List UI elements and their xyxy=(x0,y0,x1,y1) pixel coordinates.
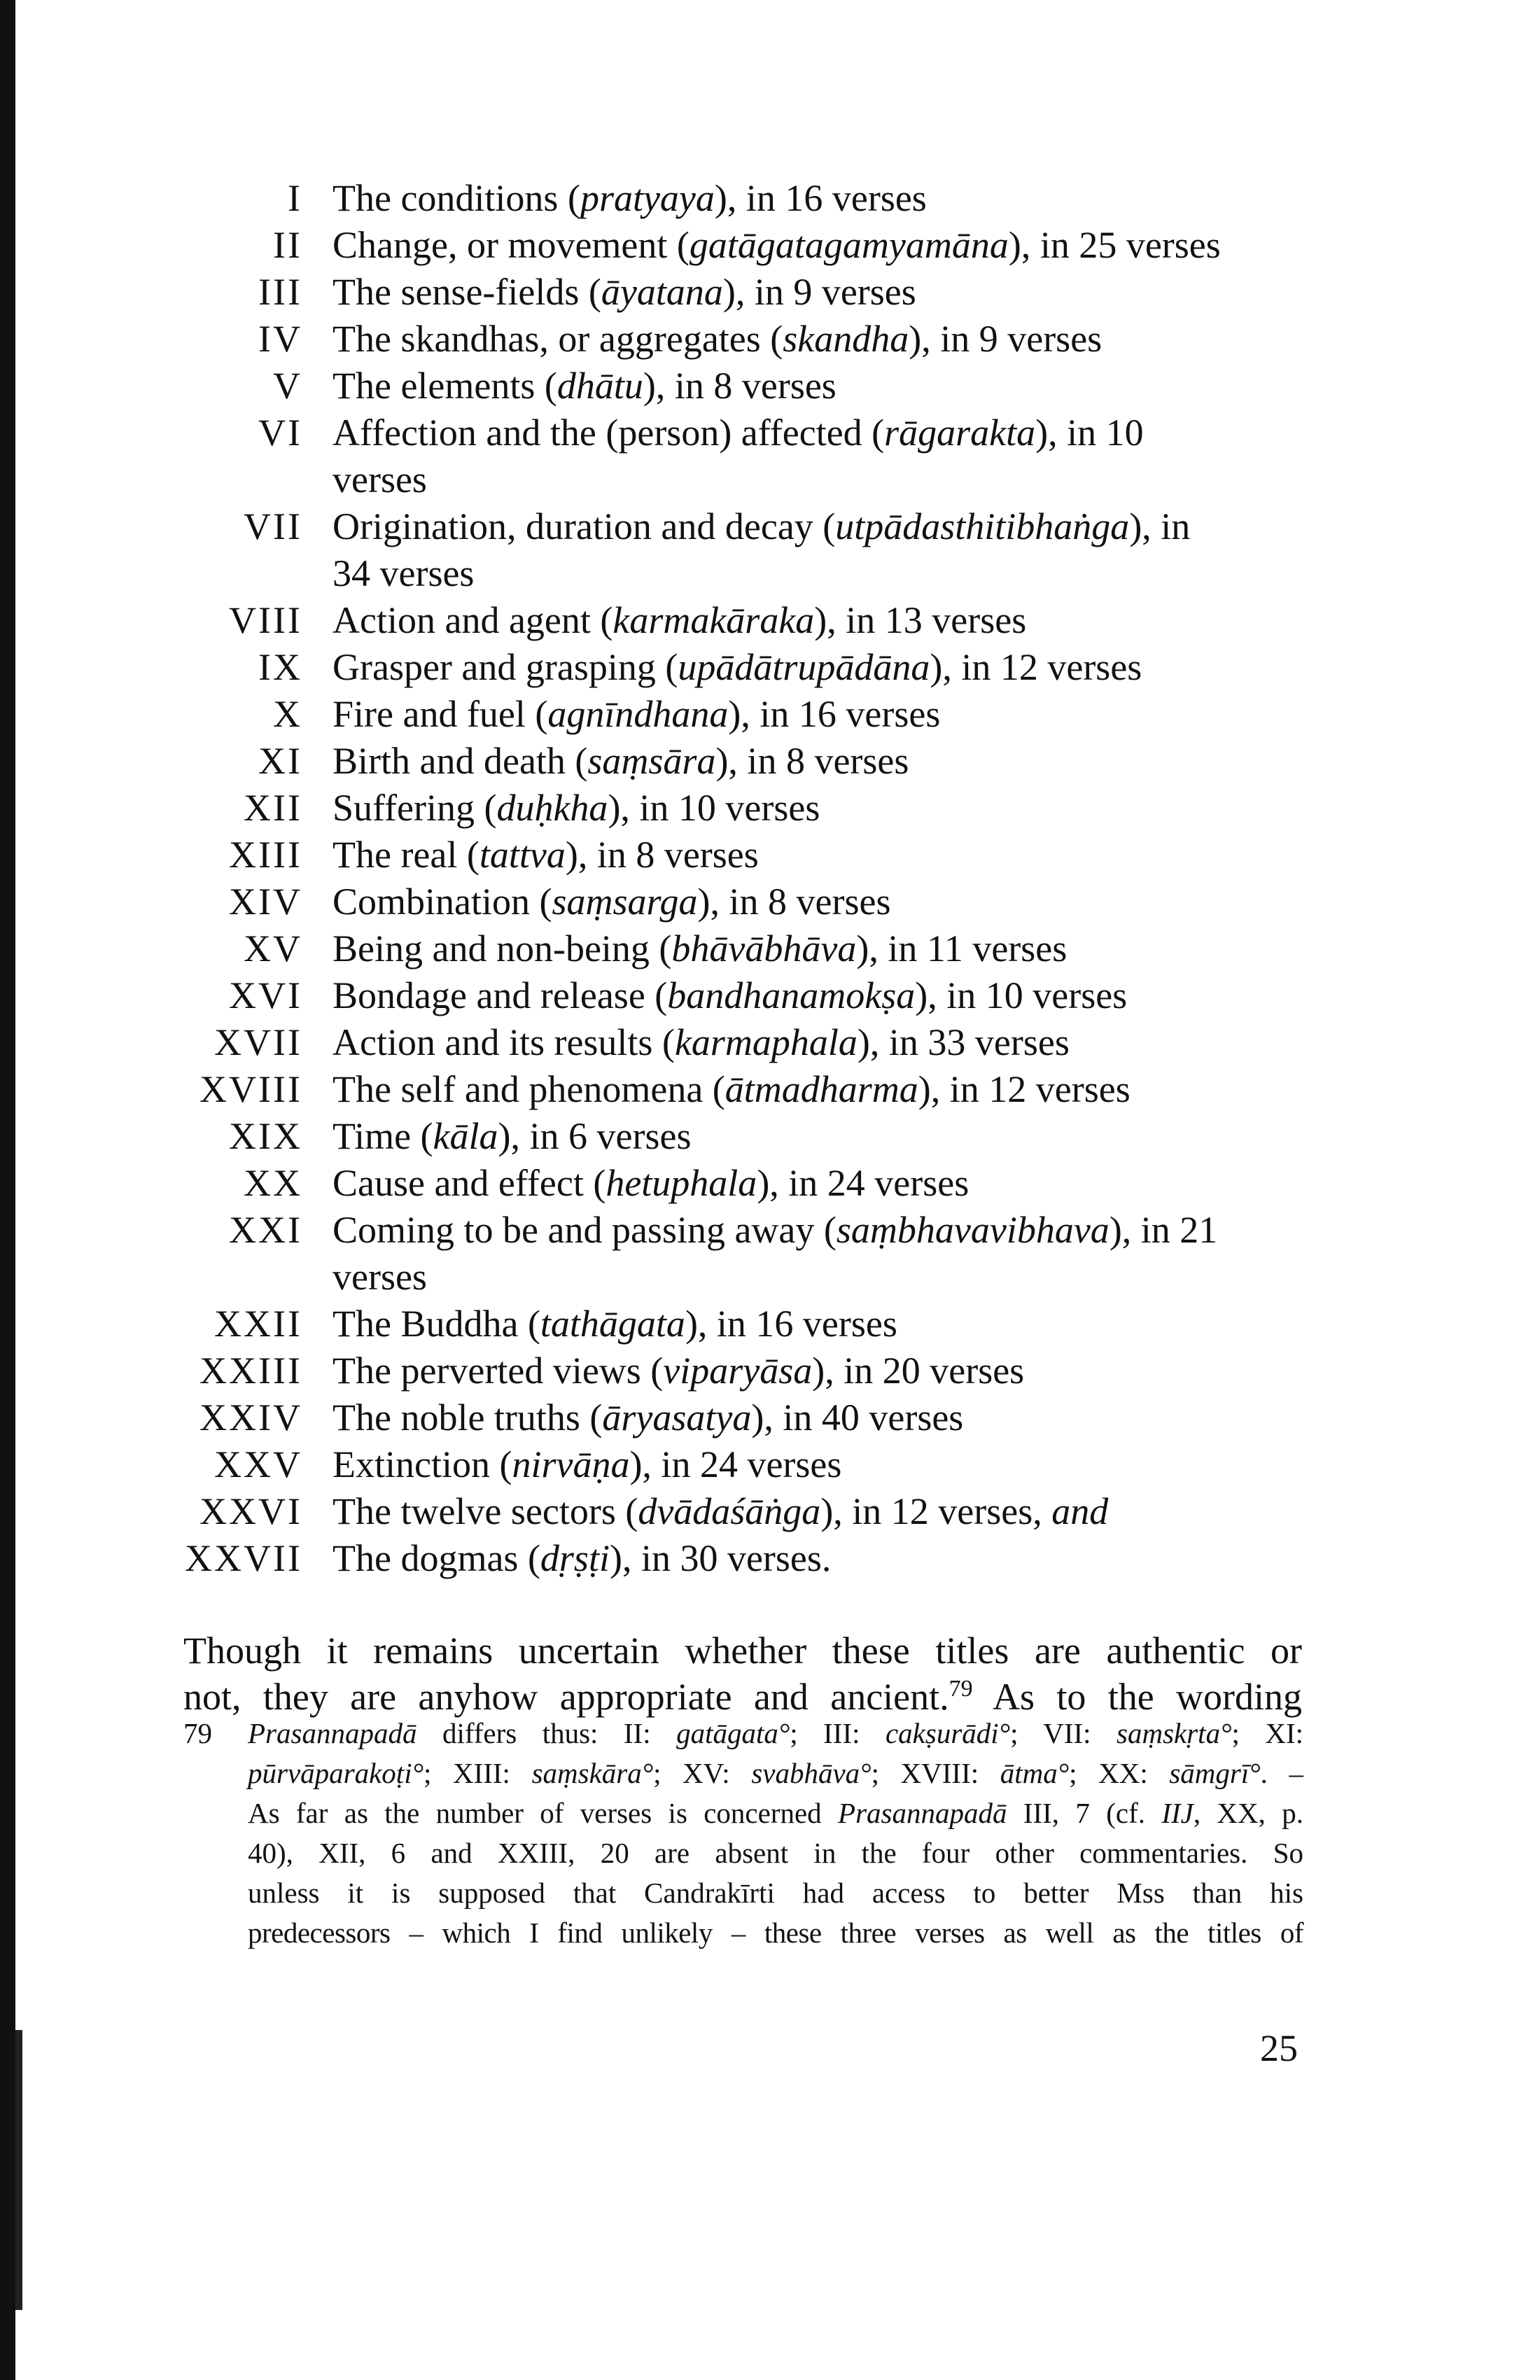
chapter-number: XXII xyxy=(214,1303,302,1345)
chapter-number: XVII xyxy=(214,1021,302,1063)
italic-term: ātma° xyxy=(1000,1757,1070,1789)
chapter-title xyxy=(332,503,1190,550)
italic-term: agnīndhana xyxy=(547,693,729,735)
chapter-title xyxy=(332,832,759,878)
text-segment: The Buddha ( xyxy=(332,1303,540,1345)
text-segment: 34 verses xyxy=(332,552,475,594)
text-segment: Change, or movement ( xyxy=(332,224,690,266)
italic-term: dṛṣṭi xyxy=(540,1537,610,1579)
chapter-number: XVIII xyxy=(200,1068,302,1110)
chapter-number: XIII xyxy=(229,834,302,876)
text-segment: ; XV: xyxy=(653,1757,752,1789)
text-segment: ), in 13 verses xyxy=(814,599,1027,641)
text-segment: 40), XII, 6 and XXIII, 20 are absent in the four other commentaries. So xyxy=(248,1837,1303,1869)
text-segment: ), in 12 verses xyxy=(918,1068,1130,1110)
chapter-title xyxy=(332,1441,841,1488)
chapter-entry xyxy=(0,1113,1540,1160)
text-segment: ), in 10 verses xyxy=(915,974,1128,1016)
italic-term: saṃbhavavibhava xyxy=(836,1209,1110,1251)
italic-term: Prasannapadā xyxy=(838,1797,1007,1829)
page-number: 25 xyxy=(1260,2027,1298,2069)
chapter-title xyxy=(332,1301,897,1348)
text-segment: . – xyxy=(1260,1757,1304,1789)
chapter-title xyxy=(332,1394,963,1441)
italic-term: gatāgata° xyxy=(676,1717,790,1749)
text-segment: Combination ( xyxy=(332,881,552,923)
footnote-text xyxy=(248,1793,1303,1833)
italic-term: kāla xyxy=(433,1115,498,1157)
chapter-title xyxy=(332,972,1127,1019)
footnote-reference: 79 xyxy=(948,1676,973,1702)
footnote-text xyxy=(248,1913,1303,1953)
text-segment: The elements ( xyxy=(332,365,557,407)
chapter-number: XV xyxy=(244,927,302,969)
text-segment: ), in 9 verses xyxy=(722,271,916,313)
italic-term: and xyxy=(1051,1490,1109,1532)
text-segment: ), in 16 verses xyxy=(685,1303,897,1345)
chapter-number: IV xyxy=(258,318,302,360)
chapter-entry xyxy=(0,832,1540,878)
text-segment: ), in 16 verses xyxy=(728,693,941,735)
chapter-entry xyxy=(0,691,1540,738)
text-segment: verses xyxy=(332,1256,427,1298)
text-segment: The self and phenomena ( xyxy=(332,1068,725,1110)
text-segment: The twelve sectors ( xyxy=(332,1490,638,1532)
chapter-number: XXIII xyxy=(200,1350,302,1392)
footnote-line xyxy=(183,1913,1303,1953)
text-segment: ), in 11 verses xyxy=(856,927,1068,969)
text-segment: Origination, duration and decay ( xyxy=(332,505,836,547)
footnote-text xyxy=(248,1754,1303,1793)
chapter-number: VII xyxy=(244,505,302,547)
chapter-entry xyxy=(0,1019,1540,1066)
chapter-entry xyxy=(0,175,1540,222)
chapter-title xyxy=(332,1535,831,1582)
chapter-title xyxy=(332,644,1142,691)
italic-term: pratyaya xyxy=(580,177,715,219)
chapter-entry xyxy=(0,316,1540,363)
chapter-title xyxy=(332,456,427,503)
paragraph-line: Though it remains uncertain whether these titles are authentic or xyxy=(183,1630,1302,1672)
italic-term: Prasannapadā xyxy=(248,1717,417,1749)
text-segment: ; XX: xyxy=(1069,1757,1170,1789)
chapter-title xyxy=(332,1207,1217,1254)
chapter-title xyxy=(332,1348,1024,1394)
text-segment: ), in 33 verses xyxy=(857,1021,1070,1063)
chapter-title xyxy=(332,1254,427,1301)
text-segment: Being and non-being ( xyxy=(332,927,672,969)
chapter-entry xyxy=(0,222,1540,269)
chapter-entry xyxy=(0,1394,1540,1441)
italic-term: bandhanamokṣa xyxy=(667,974,916,1016)
italic-term: IIJ xyxy=(1161,1797,1194,1829)
footnote xyxy=(183,1714,1303,1953)
text-segment: Action and its results ( xyxy=(332,1021,675,1063)
text-segment: The dogmas ( xyxy=(332,1537,540,1579)
italic-term: gatāgatagamyamāna xyxy=(689,224,1009,266)
italic-term: viparyāsa xyxy=(663,1350,813,1392)
chapter-number: XXVII xyxy=(185,1537,302,1579)
text-segment: ), in 8 verses xyxy=(643,365,836,407)
italic-term: tattva xyxy=(479,834,566,876)
chapter-title xyxy=(332,878,890,925)
chapter-number: XXI xyxy=(229,1209,302,1251)
text-segment: ; XIII: xyxy=(424,1757,532,1789)
italic-term: saṃsāra xyxy=(587,740,716,782)
text-segment: ), in 9 verses xyxy=(909,318,1102,360)
footnote-line xyxy=(183,1714,1303,1754)
chapter-entry-continuation xyxy=(0,1254,1540,1301)
italic-term: karmaphala xyxy=(674,1021,858,1063)
text-segment: III, 7 (cf. xyxy=(1007,1797,1162,1829)
chapter-title xyxy=(332,1488,1108,1535)
chapter-number: XIX xyxy=(229,1115,302,1157)
text-segment: The real ( xyxy=(332,834,479,876)
text-segment: The perverted views ( xyxy=(332,1350,664,1392)
chapter-entry xyxy=(0,1301,1540,1348)
text-segment: ), in 30 verses. xyxy=(609,1537,832,1579)
text-segment: The skandhas, or aggregates ( xyxy=(332,318,783,360)
text-segment: Bondage and release ( xyxy=(332,974,668,1016)
text-segment: unless it is supposed that Candrakīrti had access to better Mss than his xyxy=(248,1877,1303,1909)
text-segment: Suffering ( xyxy=(332,787,497,829)
italic-term: rāgarakta xyxy=(884,412,1036,454)
italic-term: hetuphala xyxy=(606,1162,757,1204)
text-segment: verses xyxy=(332,458,427,500)
paragraph-text: As to the wording xyxy=(972,1676,1303,1718)
text-segment: ), in 8 verses xyxy=(565,834,759,876)
chapter-title xyxy=(332,269,916,316)
text-segment: ), in 12 verses xyxy=(930,646,1142,688)
text-segment: Grasper and grasping ( xyxy=(332,646,678,688)
italic-term: utpādasthitibhaṅga xyxy=(835,505,1130,547)
italic-term: sāmgrī° xyxy=(1169,1757,1261,1789)
text-segment: Fire and fuel ( xyxy=(332,693,548,735)
italic-term: dhātu xyxy=(556,365,643,407)
chapter-entry xyxy=(0,1066,1540,1113)
italic-term: saṃsarga xyxy=(552,881,698,923)
text-segment: As far as the number of verses is concerned xyxy=(248,1797,839,1829)
chapter-title xyxy=(332,175,927,222)
footnote-line xyxy=(183,1754,1303,1793)
text-segment: ), in 8 verses xyxy=(697,881,891,923)
text-segment: ), in 16 verses xyxy=(714,177,927,219)
text-segment: The noble truths ( xyxy=(332,1396,603,1438)
italic-term: āyatana xyxy=(601,271,723,313)
body-paragraph xyxy=(183,1628,1302,1720)
chapter-entry xyxy=(0,878,1540,925)
chapter-title xyxy=(332,691,940,738)
italic-term: nirvāṇa xyxy=(512,1443,630,1485)
text-segment: ), in 40 verses xyxy=(751,1396,964,1438)
italic-term: dvādaśāṅga xyxy=(638,1490,821,1532)
text-segment: ; VII: xyxy=(1010,1717,1116,1749)
text-segment: The conditions ( xyxy=(332,177,580,219)
chapter-title xyxy=(332,738,909,785)
text-segment: ; III: xyxy=(790,1717,886,1749)
text-segment: Extinction ( xyxy=(332,1443,512,1485)
chapter-number: II xyxy=(273,224,302,266)
text-segment: ; XI: xyxy=(1231,1717,1303,1749)
chapter-number: XXV xyxy=(214,1443,302,1485)
chapter-entry xyxy=(0,1535,1540,1582)
text-segment: ), in 24 verses xyxy=(629,1443,842,1485)
chapter-number: XII xyxy=(244,787,302,829)
italic-term: saṃskāra° xyxy=(531,1757,654,1789)
chapter-title xyxy=(332,363,836,410)
chapter-number: XX xyxy=(244,1162,302,1204)
italic-term: svabhāva° xyxy=(751,1757,872,1789)
text-segment: ), in 10 verses xyxy=(608,787,820,829)
text-segment: ; XVIII: xyxy=(871,1757,1000,1789)
text-segment: ), in 10 xyxy=(1035,412,1144,454)
paragraph-text: not, they are anyhow appropriate and ancient. xyxy=(183,1676,949,1718)
chapter-list xyxy=(0,175,1540,1582)
chapter-entry xyxy=(0,1348,1540,1394)
chapter-title xyxy=(332,1113,691,1160)
text-segment: Cause and effect ( xyxy=(332,1162,606,1204)
chapter-entry xyxy=(0,1207,1540,1254)
footnote-line xyxy=(183,1793,1303,1833)
chapter-number: X xyxy=(273,693,302,735)
footnote-text xyxy=(248,1873,1303,1913)
text-segment: ), in 20 verses xyxy=(812,1350,1025,1392)
text-segment: predecessors – which I find unlikely – these three verses as well as the titles of xyxy=(248,1917,1303,1949)
italic-term: bhāvābhāva xyxy=(671,927,857,969)
chapter-number: XXIV xyxy=(200,1396,302,1438)
chapter-title xyxy=(332,597,1026,644)
chapter-title xyxy=(332,785,820,832)
text-segment: The sense-fields ( xyxy=(332,271,601,313)
chapter-entry xyxy=(0,1160,1540,1207)
italic-term: karmakāraka xyxy=(612,599,815,641)
chapter-number: VI xyxy=(258,412,302,454)
chapter-title xyxy=(332,1160,969,1207)
text-segment: Affection and the (person) affected ( xyxy=(332,412,885,454)
text-segment: ), in 24 verses xyxy=(757,1162,969,1204)
footnote-text xyxy=(248,1714,1303,1754)
chapter-title xyxy=(332,222,1221,269)
chapter-entry xyxy=(0,363,1540,410)
footnote-text xyxy=(248,1833,1303,1873)
italic-term: cakṣurādi° xyxy=(885,1717,1011,1749)
text-segment: ), in xyxy=(1129,505,1191,547)
chapter-entry xyxy=(0,972,1540,1019)
text-segment: ), in 21 xyxy=(1109,1209,1218,1251)
text-segment: Coming to be and passing away ( xyxy=(332,1209,836,1251)
chapter-title xyxy=(332,550,474,597)
text-segment: ), in 25 verses xyxy=(1008,224,1221,266)
text-segment: Time ( xyxy=(332,1115,433,1157)
footnote-number: 79 xyxy=(183,1717,212,1749)
chapter-entry xyxy=(0,1488,1540,1535)
scan-edge-binding xyxy=(15,2030,22,2310)
chapter-entry xyxy=(0,269,1540,316)
chapter-number: XI xyxy=(258,740,302,782)
chapter-entry xyxy=(0,1441,1540,1488)
chapter-number: VIII xyxy=(229,599,302,641)
text-segment: Action and agent ( xyxy=(332,599,613,641)
chapter-entry xyxy=(0,785,1540,832)
chapter-title xyxy=(332,925,1067,972)
chapter-entry xyxy=(0,597,1540,644)
text-segment: ), in 8 verses xyxy=(715,740,909,782)
chapter-title xyxy=(332,1066,1130,1113)
chapter-number: XVI xyxy=(229,974,302,1016)
chapter-number: III xyxy=(258,271,302,313)
text-segment: , XX, p. xyxy=(1193,1797,1303,1829)
italic-term: tathāgata xyxy=(540,1303,685,1345)
chapter-title xyxy=(332,1019,1070,1066)
chapter-number: IX xyxy=(258,646,302,688)
italic-term: āryasatya xyxy=(602,1396,752,1438)
footnote-line xyxy=(183,1833,1303,1873)
footnote-line xyxy=(183,1873,1303,1913)
text-segment: differs thus: II: xyxy=(416,1717,677,1749)
chapter-number: V xyxy=(273,365,302,407)
chapter-title xyxy=(332,410,1144,456)
italic-term: upādātrupādāna xyxy=(678,646,930,688)
chapter-entry xyxy=(0,644,1540,691)
chapter-number: XIV xyxy=(229,881,302,923)
text-segment: ), in 12 verses, xyxy=(820,1490,1052,1532)
chapter-entry xyxy=(0,410,1540,456)
chapter-entry xyxy=(0,503,1540,550)
italic-term: pūrvāparakoṭi° xyxy=(248,1757,424,1789)
chapter-entry xyxy=(0,738,1540,785)
italic-term: skandha xyxy=(783,318,909,360)
chapter-entry-continuation xyxy=(0,550,1540,597)
chapter-entry xyxy=(0,925,1540,972)
text-segment: ), in 6 verses xyxy=(498,1115,692,1157)
chapter-title xyxy=(332,316,1102,363)
italic-term: ātmadharma xyxy=(724,1068,918,1110)
chapter-number: I xyxy=(288,177,302,219)
italic-term: saṃskṛta° xyxy=(1116,1717,1232,1749)
text-segment: Birth and death ( xyxy=(332,740,588,782)
italic-term: duḥkha xyxy=(496,787,608,829)
chapter-entry-continuation xyxy=(0,456,1540,503)
chapter-number: XXVI xyxy=(200,1490,302,1532)
